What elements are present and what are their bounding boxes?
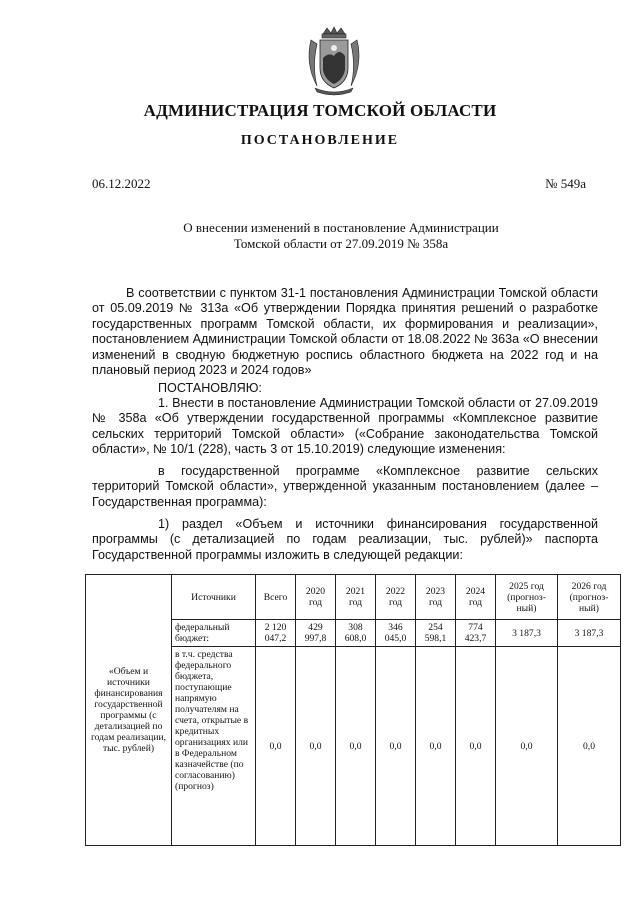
paragraph-preamble: В соответствии с пунктом 31-1 постановления Администрации Томской области от 05.09.2019 № 313а «Об утверждении Порядка принятия решений о разработке государственных программ Томской области, их формирования и реализации», постановлением Администрации Томской области от 18.08.2022 № 363а «О внесении изменений в сводную бюджетную роспись областного бюджета на 2022 год и на плановый период 2023 и 2024 годов»	[92, 286, 598, 378]
document-number: № 549а	[545, 176, 586, 191]
header-cell: 2022 год	[376, 575, 416, 620]
value-cell: 0,0	[416, 647, 456, 846]
header-cell: 2025 год (прогноз-ный)	[496, 575, 558, 620]
document-subject	[120, 220, 562, 252]
header-cell: 2026 год (прогноз-ный)	[558, 575, 621, 620]
decree-word: ПОСТАНОВЛЯЮ:	[158, 381, 262, 395]
paragraph-program: в государственной программе «Комплексное развитие сельских территорий Томской области», утвержденной указанным постановлением (далее – Государственная программа):	[92, 464, 598, 509]
value-cell: 0,0	[336, 647, 376, 846]
value-cell: 308 608,0	[336, 620, 376, 647]
paragraph-section: 1) раздел «Объем и источники финансирования государственной программы (с детализацией по годам реализации, тыс. рублей)» паспорта Государственной программы изложить в следующей редакции:	[92, 517, 598, 562]
value-cell: 254 598,1	[416, 620, 456, 647]
value-cell: 429 997,8	[296, 620, 336, 647]
financing-table	[85, 574, 621, 846]
value-cell: 0,0	[256, 647, 296, 846]
coat-of-arms-icon	[303, 26, 365, 96]
header-cell: Источники	[172, 575, 256, 620]
source-cell: федеральный бюджет:	[172, 620, 256, 647]
value-cell: 3 187,3	[558, 620, 621, 647]
header-cell: 2024 год	[456, 575, 496, 620]
document-type: ПОСТАНОВЛЕНИЕ	[240, 133, 400, 148]
value-cell: 0,0	[558, 647, 621, 846]
value-cell: 2 120 047,2	[256, 620, 296, 647]
value-cell: 774 423,7	[456, 620, 496, 647]
source-cell: в т.ч. средства федерального бюджета, поступающие напрямую получателям на счета, открытые в кредитных организациях или в Федеральном казначействе (по согласованию) (прогноз)	[172, 647, 256, 846]
subject-line-1: О внесении изменений в постановление Администрации	[183, 220, 499, 235]
value-cell: 0,0	[376, 647, 416, 846]
value-cell: 0,0	[496, 647, 558, 846]
value-cell: 3 187,3	[496, 620, 558, 647]
subject-line-2: Томской области от 27.09.2019 № 358а	[233, 236, 449, 251]
header-cell: 2020 год	[296, 575, 336, 620]
table-row-label: «Объем и источники финансирования государственной программы (с детализацией по годам реализации, тыс. рублей)	[86, 575, 172, 846]
value-cell: 0,0	[456, 647, 496, 846]
header-cell: Всего	[256, 575, 296, 620]
header-cell: 2021 год	[336, 575, 376, 620]
document-date: 06.12.2022	[92, 176, 151, 191]
paragraph-item-1: 1. Внести в постановление Администрации Томской области от 27.09.2019 № 358а «Об утверждении государственной программы «Комплексное развитие сельских территорий Томской области» («Собрание законодательства Томской области», № 10/1 (228), часть 3 от 15.10.2019) следующие изменения:	[92, 396, 598, 457]
table-header-row	[86, 575, 621, 620]
value-cell: 346 045,0	[376, 620, 416, 647]
header-cell: 2023 год	[416, 575, 456, 620]
value-cell: 0,0	[296, 647, 336, 846]
organization-title: АДМИНИСТРАЦИЯ ТОМСКОЙ ОБЛАСТИ	[143, 101, 497, 120]
